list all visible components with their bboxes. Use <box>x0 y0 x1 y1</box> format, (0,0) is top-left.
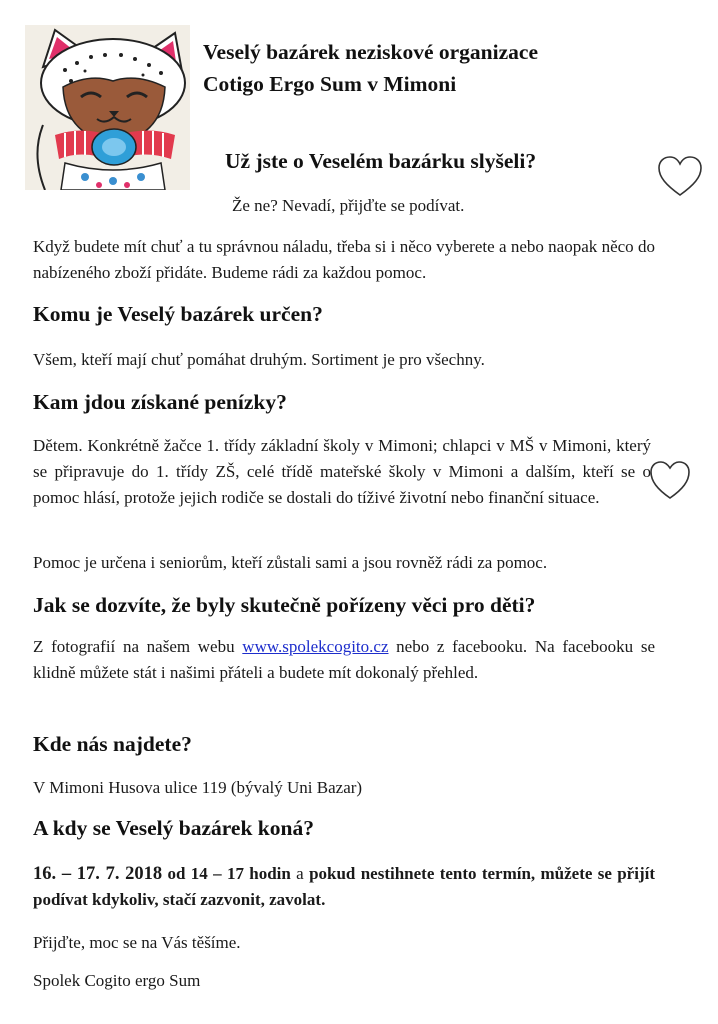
proof-text-after: nebo z facebooku. Na facebooku se klidně můžete stát i našimi přáteli a budete mít dokonalý přehled. <box>33 637 656 682</box>
heading-where: Kde nás najdete? <box>33 732 192 756</box>
event-rest: pokud nestihnete tento termín, můžete se přijít podívat kdykoliv, stačí zazvonit, zavolat. <box>33 864 656 909</box>
heart-outline-icon <box>648 460 692 500</box>
when-text <box>33 861 655 913</box>
event-conj: a <box>290 864 310 883</box>
event-date: 16. – 17. 7. 2018 <box>33 864 163 884</box>
lead-text: Že ne? Nevadí, přijďte se podívat. <box>232 196 465 215</box>
address-text: V Mimoni Husova ulice 119 (bývalý Uni Bazar) <box>33 778 363 797</box>
invite-text: Přijďte, moc se na Vás těšíme. <box>33 933 241 952</box>
title-line-2: Cotigo Ergo Sum v Mimoni <box>203 72 457 96</box>
heart-outline-icon <box>656 155 704 197</box>
heading-proof: Jak se dozvíte, že byly skutečně pořízeny věci pro děti? <box>33 593 536 617</box>
website-link[interactable]: www.spolekcogito.cz <box>242 637 389 656</box>
heading-for-whom: Komu je Veselý bazárek určen? <box>33 302 323 326</box>
heading-money: Kam jdou získané penízky? <box>33 390 287 414</box>
signature-text: Spolek Cogito ergo Sum <box>33 971 201 990</box>
page-title <box>203 36 538 100</box>
title-line-1: Veselý bazárek neziskové organizace <box>203 40 538 64</box>
money-text: Dětem. Konkrétně žačce 1. třídy základní školy v Mimoni; chlapci v MŠ v Mimoni, který se připravuje do 1. třídy ZŠ, celé třídě mateřské školy v Mimoni a dalším, kteří se o pomoc hlásí, protože jejich rodiče se dostali do tíživé životní nebo finanční situace. <box>33 436 651 507</box>
proof-text <box>33 634 655 686</box>
seniors-text: Pomoc je určena i seniorům, kteří zůstali sami a jsou rovněž rádi za pomoc. <box>33 553 548 572</box>
intro-paragraph: Když budete mít chuť a tu správnou náladu, třeba si i něco vyberete a nebo naopak něco do nabízeného zboží přidáte. Budeme rádi za každou pomoc. <box>33 237 655 282</box>
subtitle: Už jste o Veselém bazárku slyšeli? <box>225 149 537 173</box>
cat-drawing-logo <box>25 25 190 190</box>
proof-text-before: Z fotografií na našem webu <box>33 637 243 656</box>
event-time: od 14 – 17 hodin <box>162 864 291 883</box>
heading-when: A kdy se Veselý bazárek koná? <box>33 816 314 840</box>
for-whom-text: Všem, kteří mají chuť pomáhat druhým. Sortiment je pro všechny. <box>33 350 485 369</box>
